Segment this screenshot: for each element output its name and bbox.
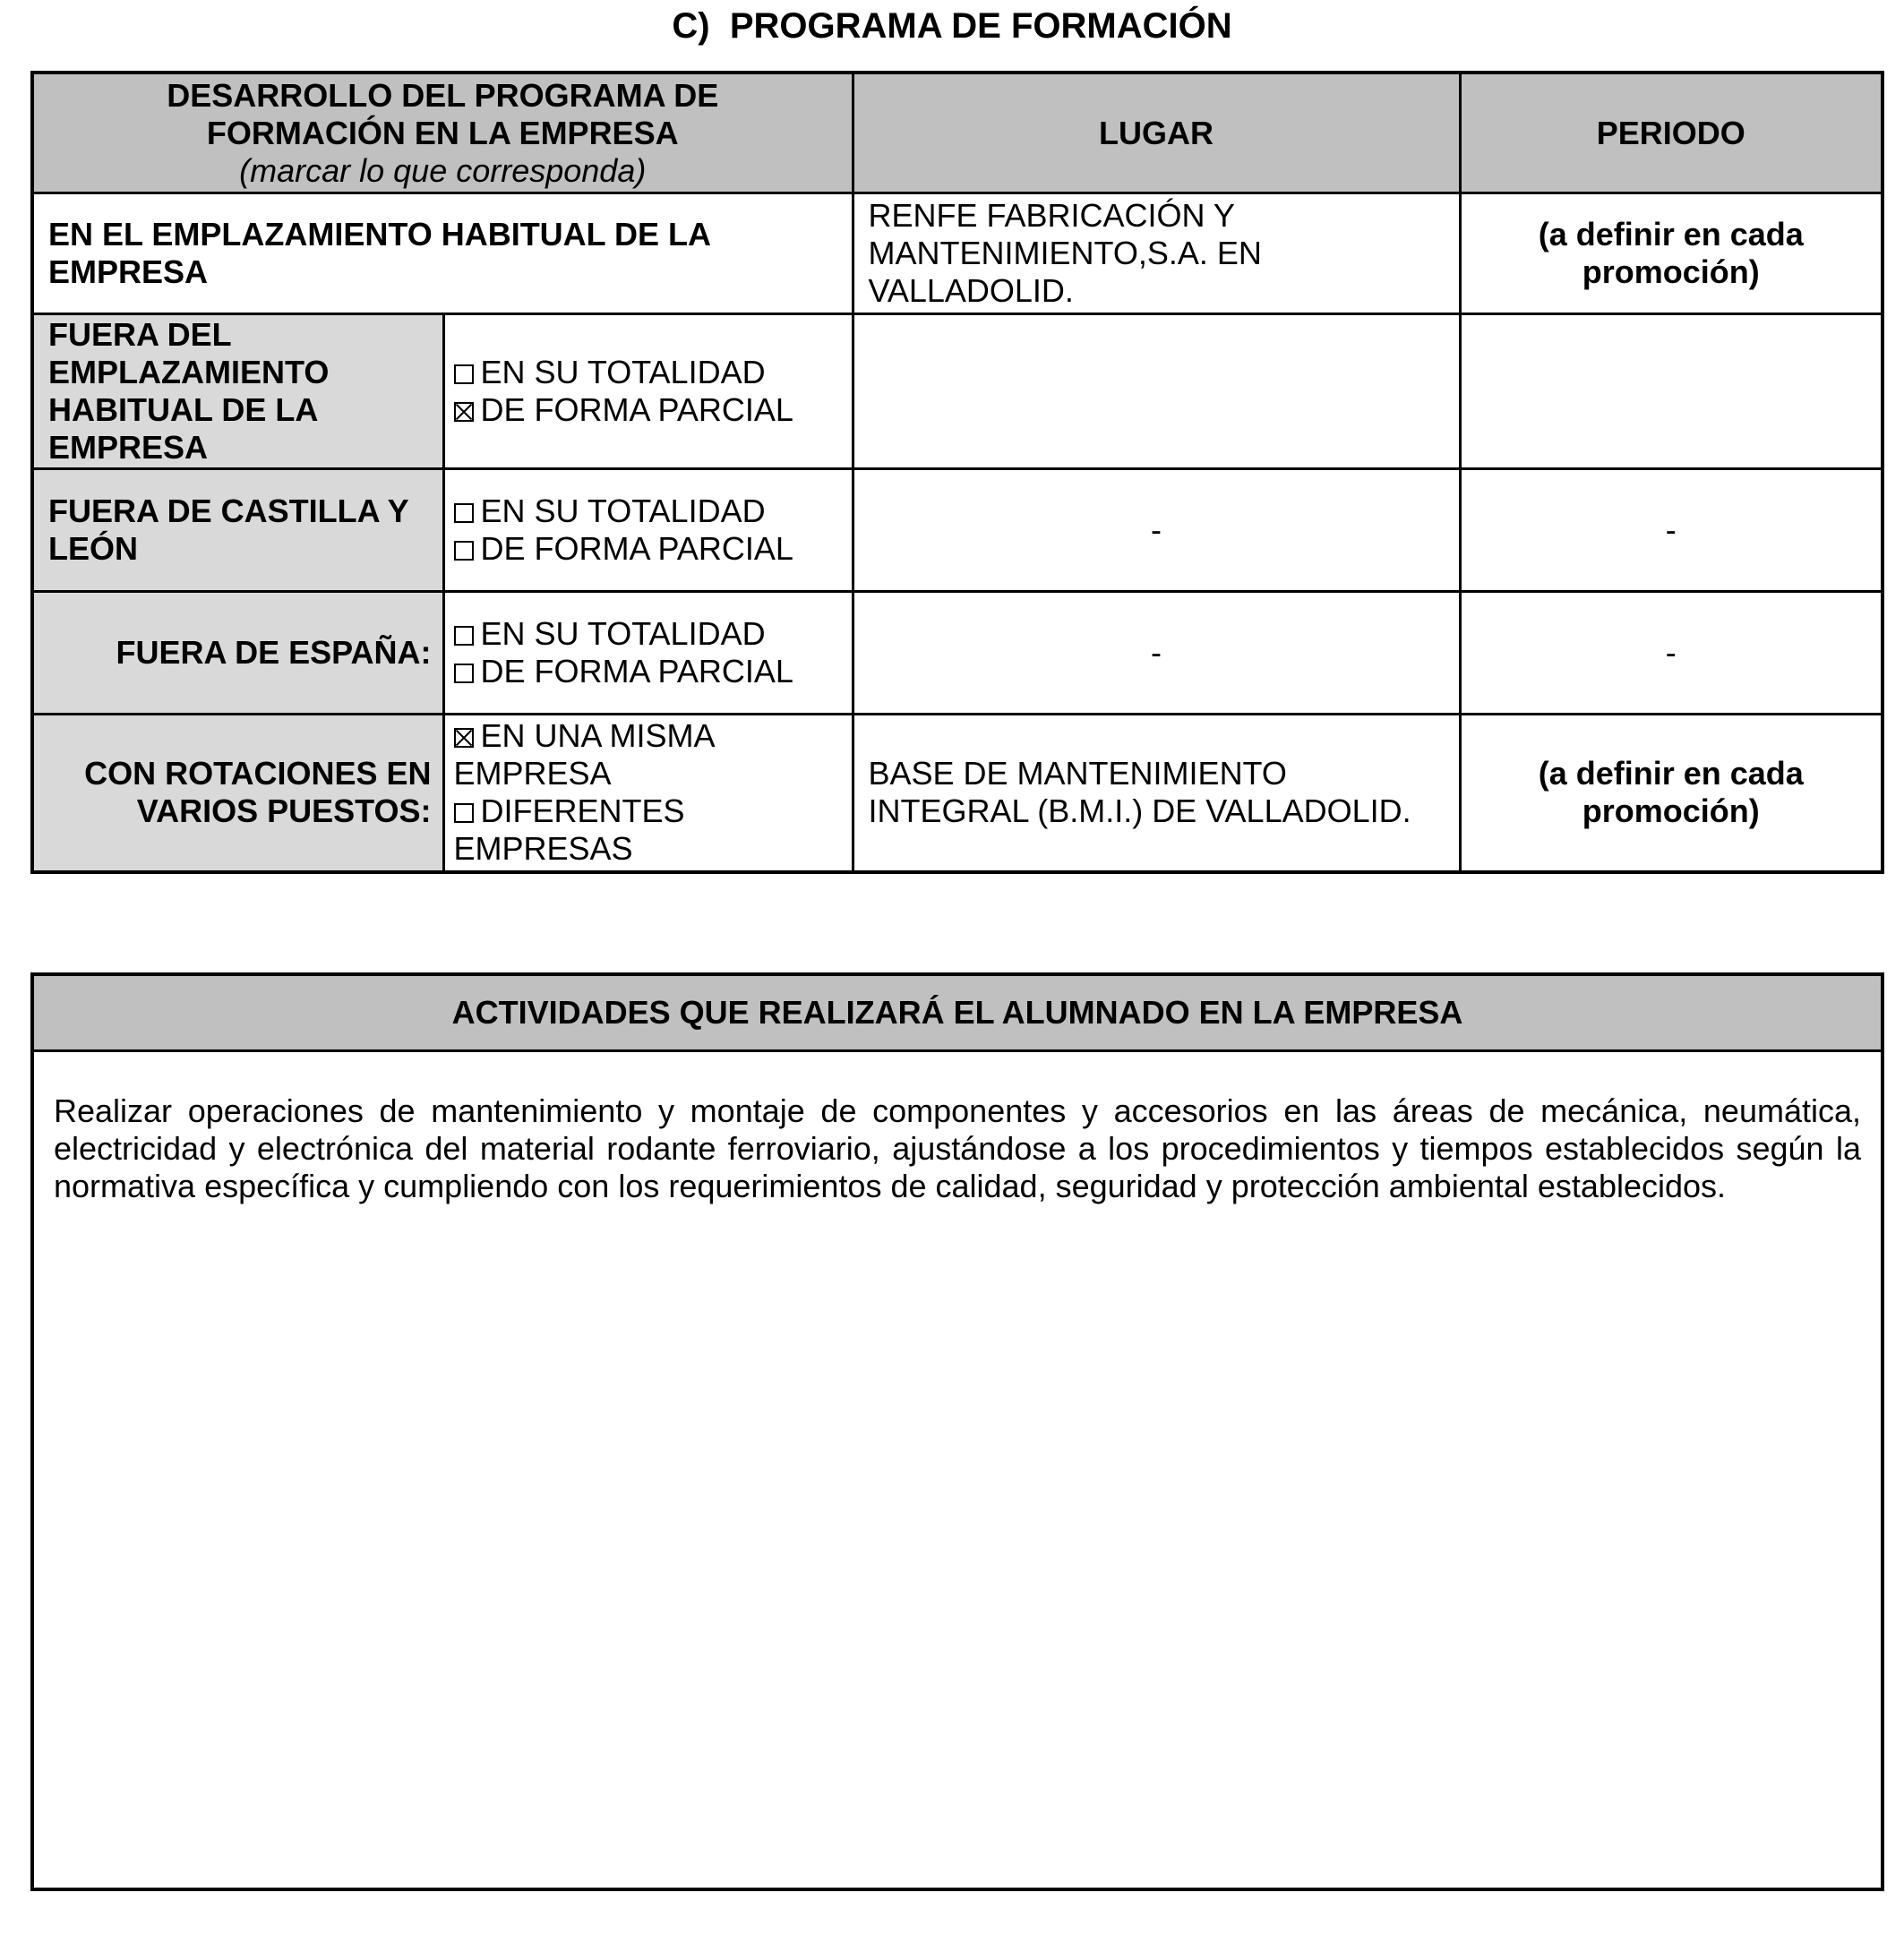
option-label: DE FORMA PARCIAL: [480, 652, 793, 689]
option-label: EN SU TOTALIDAD: [480, 492, 766, 530]
row-habitual-label-line1: EN EL EMPLAZAMIENTO HABITUAL DE LA: [48, 215, 712, 253]
option-en-su-totalidad[interactable]: [454, 354, 852, 391]
activities-text: Realizar operaciones de mantenimiento y montaje de componentes y accesorios en las áreas de mecánica, neumática, electricidad y electrónica del material rodante ferroviario, ajustándose a los procedimientos y tiempos establecidos según la normativa específica y cumpliendo con los requerimientos de calidad, seguridad y protección ambiental establecidos.: [54, 1092, 1861, 1204]
option-label-continued: EMPRESAS: [453, 830, 633, 868]
checkbox-icon[interactable]: [454, 626, 474, 646]
row-rotaciones-label: [32, 714, 443, 872]
row-fuera-habitual-lugar: [853, 313, 1460, 469]
checkbox-checked-icon[interactable]: [454, 402, 474, 422]
option-en-su-totalidad[interactable]: [454, 615, 852, 653]
option-label: DE FORMA PARCIAL: [480, 530, 793, 568]
table-row: [32, 313, 1883, 469]
option-label: DE FORMA PARCIAL: [480, 391, 793, 429]
row-rotaciones-options: [443, 714, 853, 872]
row-rotaciones-periodo: [1460, 714, 1883, 872]
table-header-row: [32, 73, 1883, 193]
row-habitual-lugar-line1: RENFE FABRICACIÓN Y: [868, 196, 1235, 234]
row-fuera-habitual-periodo: [1460, 313, 1883, 469]
row-habitual-lugar-line3: VALLADOLID.: [868, 271, 1074, 309]
row-habitual-lugar: [853, 193, 1460, 314]
row-rotaciones-lugar: [853, 714, 1460, 872]
row-espana-options: [443, 592, 853, 715]
table-row: [32, 714, 1883, 872]
row-habitual-periodo-line2: promoción): [1582, 253, 1760, 290]
option-de-forma-parcial[interactable]: [454, 391, 852, 429]
option-en-su-totalidad[interactable]: [454, 492, 852, 530]
checkbox-icon[interactable]: [454, 803, 474, 823]
row-habitual-periodo-line1: (a definir en cada: [1538, 215, 1804, 253]
option-label: EN SU TOTALIDAD: [480, 614, 766, 652]
training-program-table: [30, 71, 1884, 874]
page-title: C) PROGRAMA DE FORMACIÓN: [672, 6, 1232, 46]
option-label-continued: EMPRESA: [453, 755, 612, 792]
row-fuera-habitual-label-line3: HABITUAL DE LA: [48, 391, 319, 429]
option-label: EN UNA MISMA: [480, 717, 716, 755]
table-row: [32, 592, 1883, 715]
row-rotaciones-periodo-line2: promoción): [1582, 792, 1760, 830]
row-habitual-periodo: [1460, 193, 1883, 314]
row-espana-lugar: -: [853, 592, 1460, 715]
checkbox-checked-icon[interactable]: [454, 728, 474, 748]
table-row: [32, 469, 1883, 592]
row-castilla-periodo: -: [1460, 469, 1883, 592]
row-castilla-label-line1: FUERA DE CASTILLA Y: [48, 492, 409, 530]
row-castilla-lugar: -: [853, 469, 1460, 592]
checkbox-icon[interactable]: [454, 503, 474, 523]
row-castilla-label: [32, 469, 443, 592]
option-diferentes-empresas[interactable]: [454, 792, 852, 830]
row-espana-periodo: -: [1460, 592, 1883, 715]
option-label: DIFERENTES: [480, 792, 685, 830]
option-en-una-misma-empresa[interactable]: [454, 717, 852, 755]
checkbox-icon[interactable]: [454, 364, 474, 384]
checkbox-icon[interactable]: [454, 664, 474, 683]
header-desarrollo: [32, 73, 853, 193]
row-rotaciones-lugar-line1: BASE DE MANTENIMIENTO: [868, 755, 1287, 792]
row-habitual-lugar-line2: MANTENIMIENTO,S.A. EN: [868, 234, 1262, 271]
row-fuera-habitual-label-line1: FUERA DEL: [48, 316, 232, 354]
row-habitual-label-line2: EMPRESA: [48, 253, 209, 290]
header-lugar: LUGAR: [853, 73, 1460, 193]
header-desarrollo-line1: DESARROLLO DEL PROGRAMA DE: [167, 76, 719, 114]
option-de-forma-parcial[interactable]: [454, 530, 852, 568]
row-fuera-habitual-label-line2: EMPLAZAMIENTO: [48, 354, 330, 391]
row-fuera-habitual-label: [32, 313, 443, 469]
checkbox-icon[interactable]: [454, 541, 474, 561]
row-castilla-options: [443, 469, 853, 592]
option-label: EN SU TOTALIDAD: [480, 354, 766, 391]
header-desarrollo-note: (marcar lo que corresponda): [239, 151, 647, 189]
header-desarrollo-line2: FORMACIÓN EN LA EMPRESA: [206, 114, 679, 151]
activities-box: [30, 972, 1884, 1891]
activities-header: ACTIVIDADES QUE REALIZARÁ EL ALUMNADO EN LA EMPRESA: [34, 976, 1881, 1052]
row-habitual-label: [32, 193, 853, 314]
row-castilla-label-line2: LEÓN: [48, 530, 139, 568]
row-fuera-habitual-label-line4: EMPRESA: [48, 429, 209, 467]
row-rotaciones-label-line1: CON ROTACIONES EN: [84, 755, 432, 792]
row-espana-label: FUERA DE ESPAÑA:: [32, 592, 443, 715]
row-rotaciones-periodo-line1: (a definir en cada: [1538, 755, 1804, 792]
header-periodo: PERIODO: [1460, 73, 1883, 193]
option-de-forma-parcial[interactable]: [454, 653, 852, 690]
row-rotaciones-lugar-line2: INTEGRAL (B.M.I.) DE VALLADOLID.: [868, 792, 1411, 830]
table-row: [32, 193, 1883, 314]
row-rotaciones-label-line2: VARIOS PUESTOS:: [136, 792, 432, 830]
row-fuera-habitual-options: [443, 313, 853, 469]
